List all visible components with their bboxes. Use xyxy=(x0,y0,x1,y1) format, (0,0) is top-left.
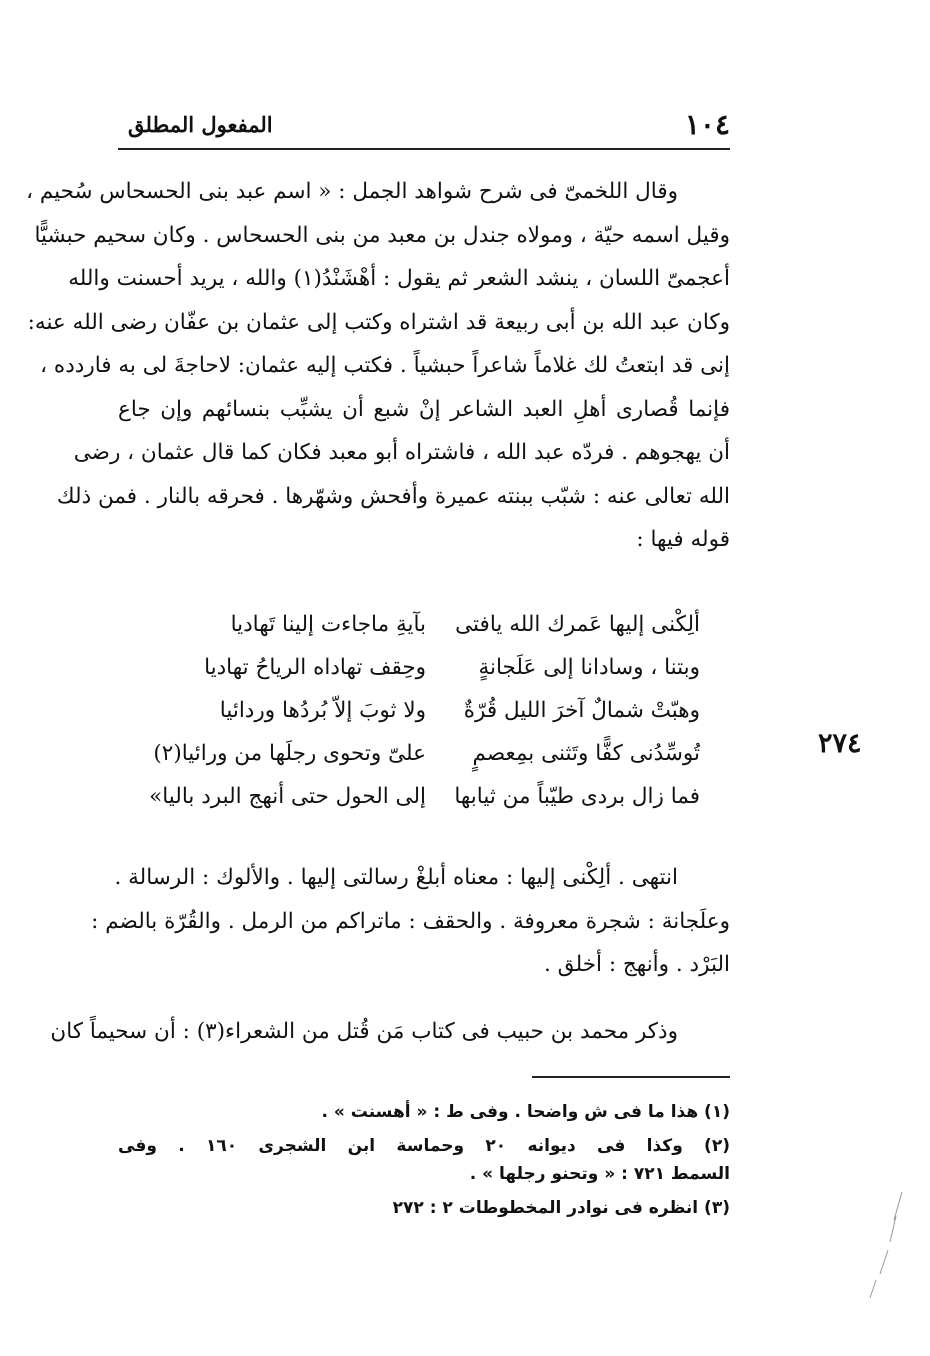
poem xyxy=(118,606,730,821)
verse-first-hemistich: ألِكْنى إليها عَمرك الله يافتى xyxy=(455,612,700,637)
text-line: أعجمىّ اللسان ، ينشد الشعر ثم يقول : أهْشَنْدُ(١) والله ، يريد أحسنت والله xyxy=(68,266,730,291)
verse-line xyxy=(118,778,730,821)
footnote-3: (٣) انظره فى نوادر المخطوطات ٢ : ٢٧٢ xyxy=(392,1198,730,1218)
text-line: الله تعالى عنه : شبّب ببنته عميرة وأفحش وشهّرها . فحرقه بالنار . فمن ذلك xyxy=(56,483,730,509)
text-line: إنى قد ابتعتُ لك غلاماً شاعراً حبشياً . فكتب إليه عثمان: لاحاجةَ لى به فاردده ، xyxy=(40,353,730,378)
verse-second-hemistich: علىّ وتحوى رجلَها من ورائيا(٢) xyxy=(153,741,426,766)
pencil-mark xyxy=(866,1190,906,1300)
text-line: وعلَجانة : شجرة معروفة . والحقف : ماتراكم من الرمل . والقُرّة بالضم : xyxy=(91,908,730,934)
verse-line xyxy=(118,649,730,692)
verse-second-hemistich: إلى الحول حتى أنهج البرد باليا» xyxy=(149,784,426,809)
text-line: وقال اللخمىّ فى شرح شواهد الجمل : « اسم عبد بنى الحسحاس سُحيم ، xyxy=(26,179,678,204)
paragraph-3 xyxy=(50,1010,730,1054)
text-line: وكان عبد الله بن أبى ربيعة قد اشتراه وكتب إلى عثمان بن عفّان رضى الله عنه: xyxy=(27,309,730,335)
verse-second-hemistich: ولا ثوبَ إلاّ بُردُها وردائيا xyxy=(219,698,426,723)
footnote-rule xyxy=(532,1076,730,1078)
text-line: أن يهجوهم . فردّه عبد الله ، فاشتراه أبو معبد فكان كما قال عثمان ، رضى xyxy=(73,440,730,465)
paragraph-1 xyxy=(26,170,730,562)
verse-first-hemistich: فما زال بردى طيّباً من ثيابها xyxy=(454,784,700,809)
text-line: وقيل اسمه حيّة ، ومولاه جندل بن معبد من بنى الحسحاس . وكان سحيم حبشيًّا xyxy=(34,222,730,248)
text-line: وذكر محمد بن حبيب فى كتاب مَن قُتل من الشعراء(٣) : أن سحيماً كان xyxy=(50,1019,678,1044)
verse-line xyxy=(118,606,730,649)
margin-page-reference: ٢٧٤ xyxy=(818,728,862,759)
footnotes xyxy=(118,1098,730,1222)
text-line: فإنما قُصارى أهلِ العبد الشاعر إنْ شبع أن يشبِّب بنسائهم وإن جاع xyxy=(118,396,730,422)
text-line: البَرْد . وأنهج : أخلق . xyxy=(544,952,730,977)
running-title: المفعول المطلق xyxy=(128,112,273,137)
verse-line xyxy=(118,692,730,735)
running-header xyxy=(118,108,730,148)
verse-first-hemistich: وهبّتْ شمالٌ آخرَ الليل قُرّةٌ xyxy=(463,698,700,723)
header-rule xyxy=(118,148,730,150)
verse-line xyxy=(118,735,730,778)
footnote-2-continued: السمط ٧٢١ : « وتحنو رجلها » . xyxy=(469,1164,730,1184)
paragraph-2 xyxy=(91,856,730,987)
text-line: انتهى . ألِكْنى إليها : معناه أبلغْ رسالتى إليها . والألوك : الرسالة . xyxy=(114,865,678,890)
footnote-2: (٢) وكذا فى ديوانه ٢٠ وحماسة ابن الشجرى ١٦٠ . وفى xyxy=(118,1136,730,1156)
verse-second-hemistich: بآيةِ ماجاءت إلينا تَهاديا xyxy=(230,612,426,637)
verse-first-hemistich: وبتنا ، وسادانا إلى عَلَجانةٍ xyxy=(478,655,700,680)
footnote-1: (١) هذا ما فى ش واضحا . وفى ط : « أهسنت » . xyxy=(321,1102,730,1122)
page-number: ١٠٤ xyxy=(684,108,730,141)
verse-first-hemistich: تُوسِّدُنى كفًّا وتَثنى بمِعصمٍ xyxy=(472,741,700,766)
verse-second-hemistich: وحِقف تهاداه الرياحُ تهاديا xyxy=(204,655,426,680)
text-line: قوله فيها : xyxy=(636,527,730,552)
